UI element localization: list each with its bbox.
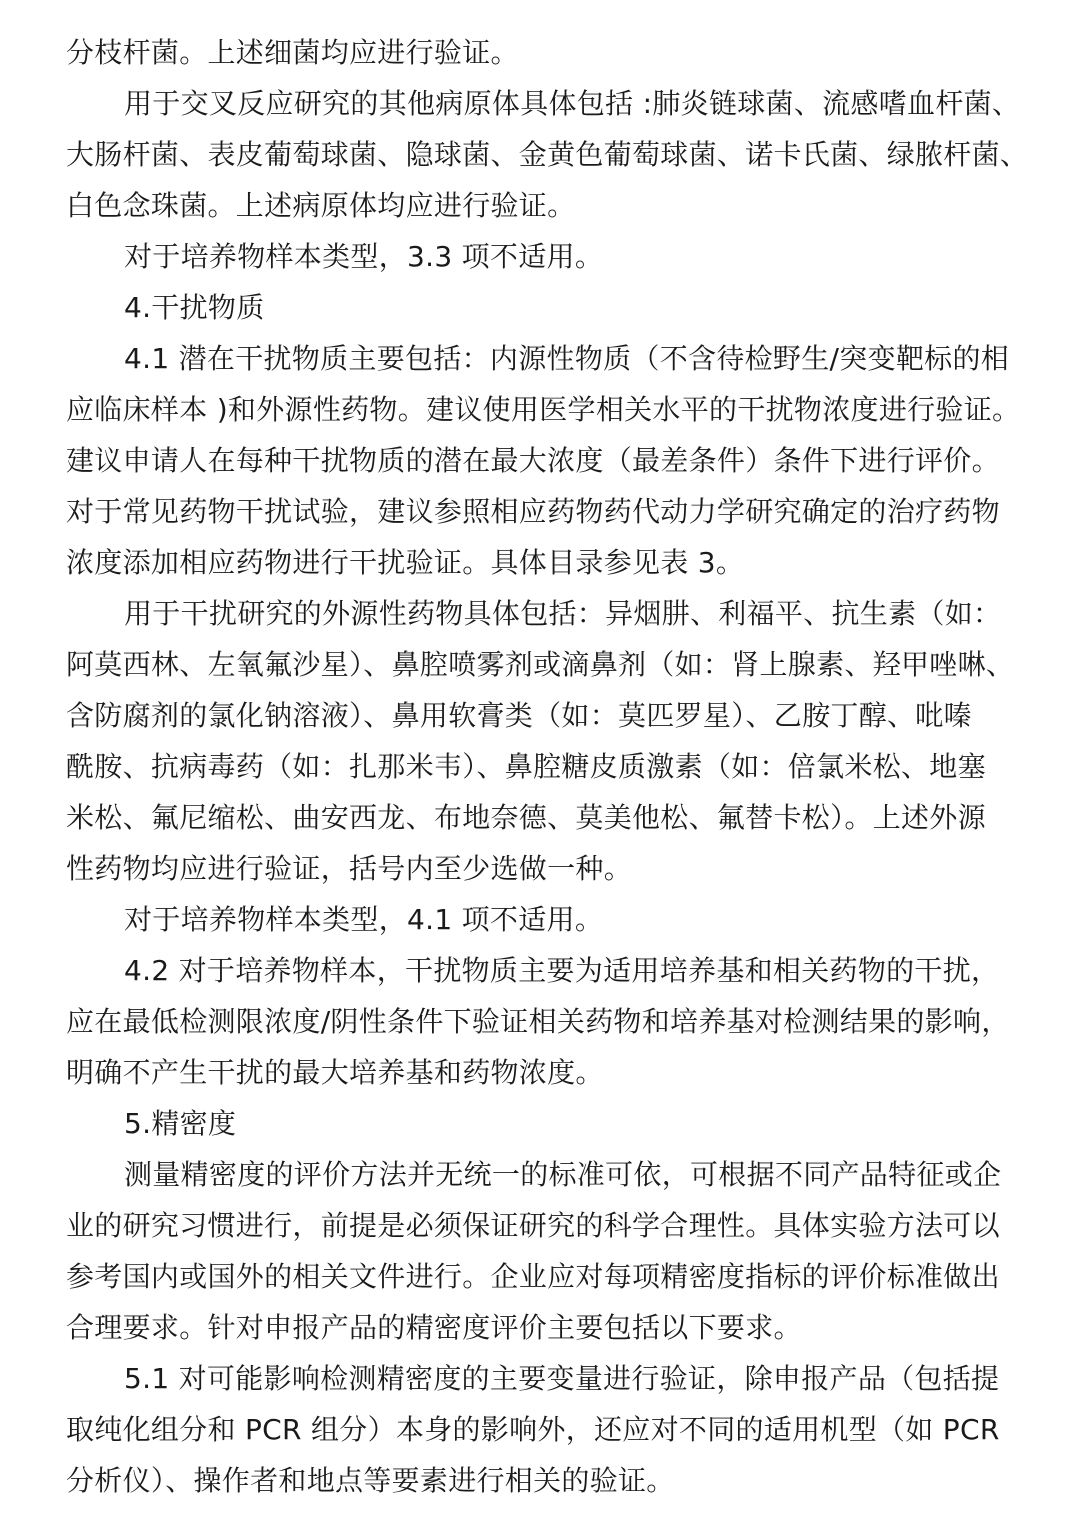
text-line: 对于培养物样本类型，3.3 项不适用。: [124, 240, 604, 273]
text-line: 阿莫西林、左氧氟沙星）、鼻腔喷雾剂或滴鼻剂（如：肾上腺素、羟甲唑啉、: [66, 648, 1015, 681]
text-line: 明确不产生干扰的最大培养基和药物浓度。: [66, 1056, 604, 1089]
text-line: 业的研究习惯进行，前提是必须保证研究的科学合理性。具体实验方法可以: [66, 1209, 1000, 1242]
text-line: 5.1 对可能影响检测精密度的主要变量进行验证，除申报产品（包括提: [124, 1362, 1000, 1395]
text-line: 测量精密度的评价方法并无统一的标准可依，可根据不同产品特征或企: [124, 1158, 1002, 1191]
text-line: 4.2 对于培养物样本，干扰物质主要为适用培养基和相关药物的干扰，: [124, 954, 1000, 987]
text-line: 4.1 潜在干扰物质主要包括：内源性物质（不含待检野生/突变靶标的相: [124, 342, 1010, 375]
text-line: 分析仪）、操作者和地点等要素进行相关的验证。: [66, 1464, 675, 1497]
section-heading: 5.精密度: [124, 1107, 237, 1140]
text-line: 用于干扰研究的外源性药物具体包括：异烟肼、利福平、抗生素（如：: [124, 597, 1002, 630]
text-line: 建议申请人在每种干扰物质的潜在最大浓度（最差条件）条件下进行评价。: [66, 444, 1000, 477]
text-line: 应临床样本 )和外源性药物。建议使用医学相关水平的干扰物浓度进行验证。: [66, 393, 1021, 426]
text-line: 应在最低检测限浓度/阴性条件下验证相关药物和培养基对检测结果的影响，: [66, 1005, 1010, 1038]
text-line: 分枝杆菌。上述细菌均应进行验证。: [66, 36, 519, 69]
text-line: 对于培养物样本类型，4.1 项不适用。: [124, 903, 604, 936]
text-line: 白色念珠菌。上述病原体均应进行验证。: [66, 189, 576, 222]
text-line: 浓度添加相应药物进行干扰验证。具体目录参见表 3。: [66, 546, 745, 579]
text-line: 酰胺、抗病毒药（如：扎那米韦）、鼻腔糖皮质激素（如：倍氯米松、地塞: [66, 750, 986, 783]
text-line: 用于交叉反应研究的其他病原体具体包括 :肺炎链球菌、流感嗜血杆菌、: [124, 87, 1021, 120]
text-line: 参考国内或国外的相关文件进行。企业应对每项精密度指标的评价标准做出: [66, 1260, 1000, 1293]
section-heading: 4.干扰物质: [124, 291, 265, 324]
text-line: 大肠杆菌、表皮葡萄球菌、隐球菌、金黄色葡萄球菌、诺卡氏菌、绿脓杆菌、: [66, 138, 1029, 171]
text-line: 米松、氟尼缩松、曲安西龙、布地奈德、莫美他松、氟替卡松）。上述外源: [66, 801, 986, 834]
text-line: 含防腐剂的氯化钠溶液）、鼻用软膏类（如：莫匹罗星）、乙胺丁醇、吡嗪: [66, 699, 972, 732]
text-line: 对于常见药物干扰试验，建议参照相应药物药代动力学研究确定的治疗药物: [66, 495, 1000, 528]
text-line: 取纯化组分和 PCR 组分）本身的影响外，还应对不同的适用机型（如 PCR: [66, 1413, 1000, 1446]
text-line: 性药物均应进行验证，括号内至少选做一种。: [66, 852, 633, 885]
text-line: 合理要求。针对申报产品的精密度评价主要包括以下要求。: [66, 1311, 802, 1344]
